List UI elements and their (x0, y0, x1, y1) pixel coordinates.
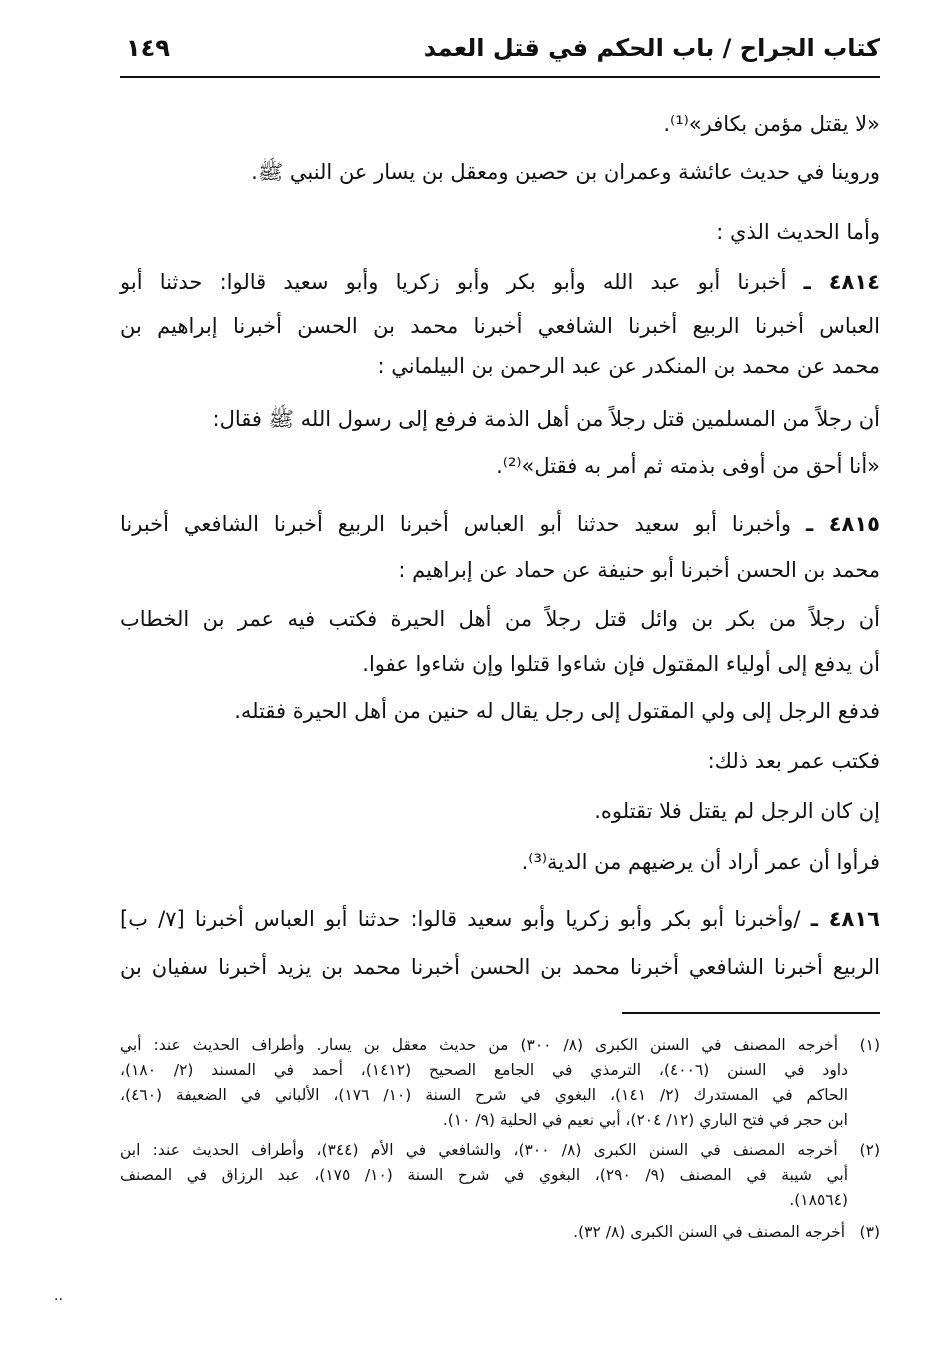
text-line: أن رجلاً من بكر بن وائل قتل رجلاً من أهل الحيرة فكتب فيه عمر بن الخطاب (120, 607, 880, 631)
footnote-line: (١٨٥٦٤). (789, 1191, 848, 1209)
hadith-number: ٤٨١٤ ـ (803, 270, 880, 294)
footnote-text: أخرجه المصنف في السنن الكبرى (٨/ ٣٢). (573, 1223, 846, 1241)
footnote-3-line (120, 1221, 880, 1244)
text-line: الربيع أخبرنا الشافعي أخبرنا محمد بن الحسن أخبرنا محمد بن يزيد أخبرنا سفيان بن (120, 955, 880, 979)
footnote-1-line (120, 1034, 880, 1057)
hadith-text: /وأخبرنا أبو بكر وأبو زكريا وأبو سعيد قالوا: حدثنا أبو العباس أخبرنا [٧/ ب] (120, 907, 801, 931)
footnote-2-line (120, 1139, 880, 1162)
text-line: وروينا في حديث عائشة وعمران بن حصين ومعقل بن يسار عن النبي ﷺ. (251, 160, 880, 184)
footnote-line: داود في السنن (٤٠٠٦)، الترمذي في الجامع الصحيح (١٤١٢)، أحمد في المسند (٢/ ١٨٠)، (120, 1061, 849, 1079)
text-line: فرأوا أن عمر أراد أن يرضيهم من الدية⁽³⁾. (521, 850, 880, 874)
text-line: فكتب عمر بعد ذلك: (707, 749, 880, 773)
footnote-separator (622, 1012, 880, 1014)
text-line: محمد بن الحسن أخبرنا أبو حنيفة عن حماد عن إبراهيم : (398, 558, 880, 582)
text-line: فدفع الرجل إلى ولي المقتول إلى رجل يقال له حنين من أهل الحيرة فقتله. (234, 699, 880, 723)
hadith-text: أخبرنا أبو عبد الله وأبو بكر وأبو زكريا وأبو سعيد قالوا: حدثنا أبو (120, 270, 787, 294)
footnote-marker: (١) (859, 1036, 881, 1054)
footnote-text: أخرجه المصنف في السنن الكبرى (٨/ ٣٠٠) من حديث معقل بن يسار. وأطراف الحديث عند: أبي (120, 1036, 839, 1054)
footnote-text: أخرجه المصنف في السنن الكبرى (٨/ ٣٠٠)، والشافعي في الأم (٣٤٤)، وأطراف الحديث عند: ابن (120, 1141, 838, 1159)
text-line: وأما الحديث الذي : (716, 220, 880, 244)
footnote-line: أبي شيبة في المصنف (٩/ ٢٩٠)، البغوي في شرح السنة (١٠/ ١٧٥)، عبد الرزاق في المصنف (120, 1166, 848, 1184)
text-line: «لا يقتل مؤمن بكافر»⁽¹⁾. (663, 112, 880, 136)
hadith-number: ٤٨١٦ ـ (810, 907, 880, 931)
hadith-4816-line (120, 905, 880, 933)
text-line: محمد عن محمد بن المنكدر عن عبد الرحمن بن البيلماني : (377, 354, 880, 378)
hadith-number: ٤٨١٥ ـ (805, 512, 880, 536)
text-line: إن كان الرجل لم يقتل فلا تقتلوه. (594, 799, 880, 823)
footnote-line: ابن حجر في فتح الباري (١٢/ ٢٠٤)، أبي نعيم في الحلية (٩/ ١٠). (442, 1111, 848, 1129)
text-line: أن يدفع إلى أولياء المقتول فإن شاءوا قتلوا وإن شاءوا عفوا. (362, 652, 880, 676)
header-title: كتاب الجراح / باب الحكم في قتل العمد (423, 34, 880, 62)
footnote-marker: (٢) (859, 1141, 880, 1159)
hadith-4814-line (120, 268, 880, 296)
corner-dots: .. (54, 1288, 63, 1304)
footnote-marker: (٣) (859, 1223, 880, 1241)
text-line: العباس أخبرنا الربيع أخبرنا الشافعي أخبرنا محمد بن الحسن أخبرنا إبراهيم بن (120, 314, 880, 338)
page-number: ١٤٩ (126, 34, 170, 62)
footnote-line: الحاكم في المستدرك (٢/ ١٤١)، البغوي في شرح السنة (١٠/ ١٧٦)، الألباني في الضعيفة (٤٦٠)، (120, 1086, 849, 1104)
text-line: أن رجلاً من المسلمين قتل رجلاً من أهل الذمة فرفع إلى رسول الله ﷺ فقال: (212, 407, 880, 431)
hadith-4815-line (120, 510, 880, 538)
running-header (120, 32, 880, 78)
text-line: «أنا أحق من أوفى بذمته ثم أمر به فقتل»⁽²⁾. (496, 454, 880, 478)
hadith-text: وأخبرنا أبو سعيد حدثنا أبو العباس أخبرنا الربيع أخبرنا الشافعي أخبرنا (120, 512, 792, 536)
